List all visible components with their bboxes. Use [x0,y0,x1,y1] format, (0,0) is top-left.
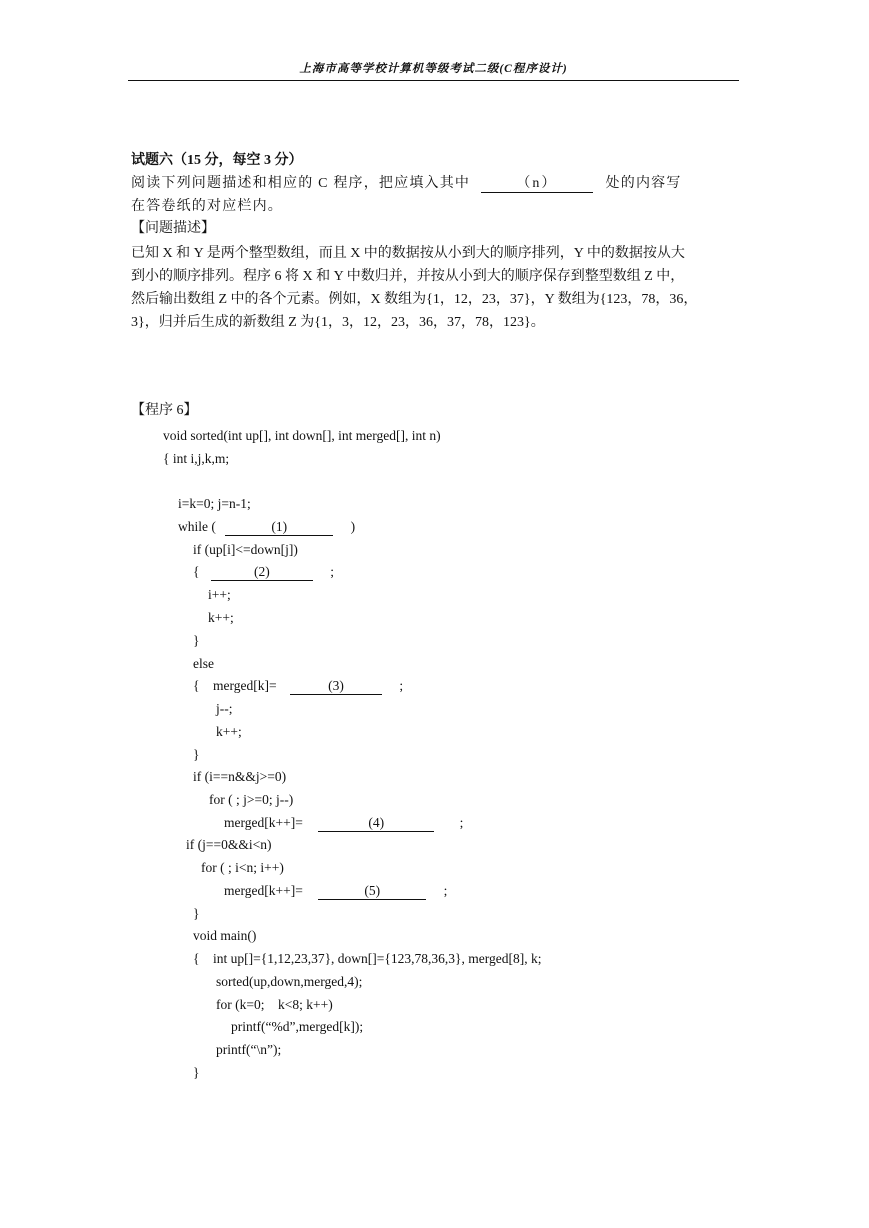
program-heading: 【程序 6】 [131,403,198,418]
code-semicolon: ; [443,883,448,898]
code-line-blank4 [224,814,463,832]
blank-3: (3) [290,678,382,695]
blank-n: （n） [481,176,593,193]
code-merged-kpp: merged[k++]= [224,815,303,830]
code-line-blank3 [193,677,403,695]
code-while-keyword: while ( [178,519,216,534]
page-header: 上海市高等学校计算机等级考试二级(C程序设计) [299,63,568,75]
problem-heading: 【问题描述】 [131,221,215,236]
code-line-j-dec: j--; [216,701,233,716]
code-line-k-inc-2: k++; [216,724,242,739]
code-line-for-j: for ( ; j>=0; j--) [209,792,294,807]
code-line-signature: void sorted(int up[], int down[], int merged[], int n) [163,428,441,443]
code-while-close: ) [350,519,356,534]
code-line-main-end: } [193,1065,200,1080]
problem-line-4: 3}，归并后生成的新数组 Z 为{1，3，12，23，36，37，78，123}。 [131,315,545,330]
blank-2: (2) [211,564,313,581]
code-line-i-inc: i++; [208,587,231,602]
code-line-printf-newline: printf(“\n”); [216,1042,282,1057]
problem-line-3: 然后输出数组 Z 中的各个元素。例如，X 数组为{1，12，23，37}，Y 数组为{123，78，36， [131,292,698,307]
code-merged-kpp-2: merged[k++]= [224,883,303,898]
code-semicolon: ; [399,678,404,693]
intro-text-after: 处的内容写 [605,176,682,191]
code-line-main-decl: { int up[]={1,12,23,37}, down[]={123,78,36,3}, merged[8], k; [193,951,542,966]
code-line-brace-close-2: } [193,747,200,762]
code-merged-assign: { merged[k]= [193,678,277,693]
blank-5: (5) [318,883,426,900]
blank-1: (1) [225,519,333,536]
code-line-blank2 [193,563,334,581]
code-line-main: void main() [193,928,257,943]
code-line-call-sorted: sorted(up,down,merged,4); [216,974,363,989]
intro-text-before: 阅读下列问题描述和相应的 C 程序，把应填入其中 [131,176,471,191]
code-line-while [178,518,355,536]
code-line-if-i-n: if (i==n&&j>=0) [193,769,287,784]
code-line-func-end: } [193,906,200,921]
code-line-init: i=k=0; j=n-1; [178,496,251,511]
code-line-if: if (up[i]<=down[j]) [193,542,298,557]
header-divider [128,80,739,81]
problem-line-1: 已知 X 和 Y 是两个整型数组，而且 X 中的数据按从小到大的顺序排列，Y 中的数据按从大 [131,246,685,261]
code-line-k-inc: k++; [208,610,234,625]
code-line-else: else [193,656,214,671]
code-line-if-j-0: if (j==0&&i<n) [186,837,272,852]
code-semicolon: ; [459,815,464,830]
code-line-blank5 [224,882,447,900]
problem-line-2: 到小的顺序排列。程序 6 将 X 和 Y 中数归并，并按从小到大的顺序保存到整型数组 Z 中， [131,269,685,284]
code-line-for-i: for ( ; i<n; i++) [201,860,284,875]
code-line-for-k: for (k=0; k<8; k++) [216,997,333,1012]
question-title: 试题六（15 分，每空 3 分） [131,153,303,168]
code-line-brace-close: } [193,633,200,648]
question-intro [131,175,682,193]
code-semicolon: ; [330,564,334,579]
code-line-decl: { int i,j,k,m; [163,451,230,466]
code-line-printf-d: printf(“%d”,merged[k]); [231,1019,364,1034]
blank-4: (4) [318,815,434,832]
intro-line-2: 在答卷纸的对应栏内。 [131,199,283,214]
code-brace-open: { [193,564,200,579]
